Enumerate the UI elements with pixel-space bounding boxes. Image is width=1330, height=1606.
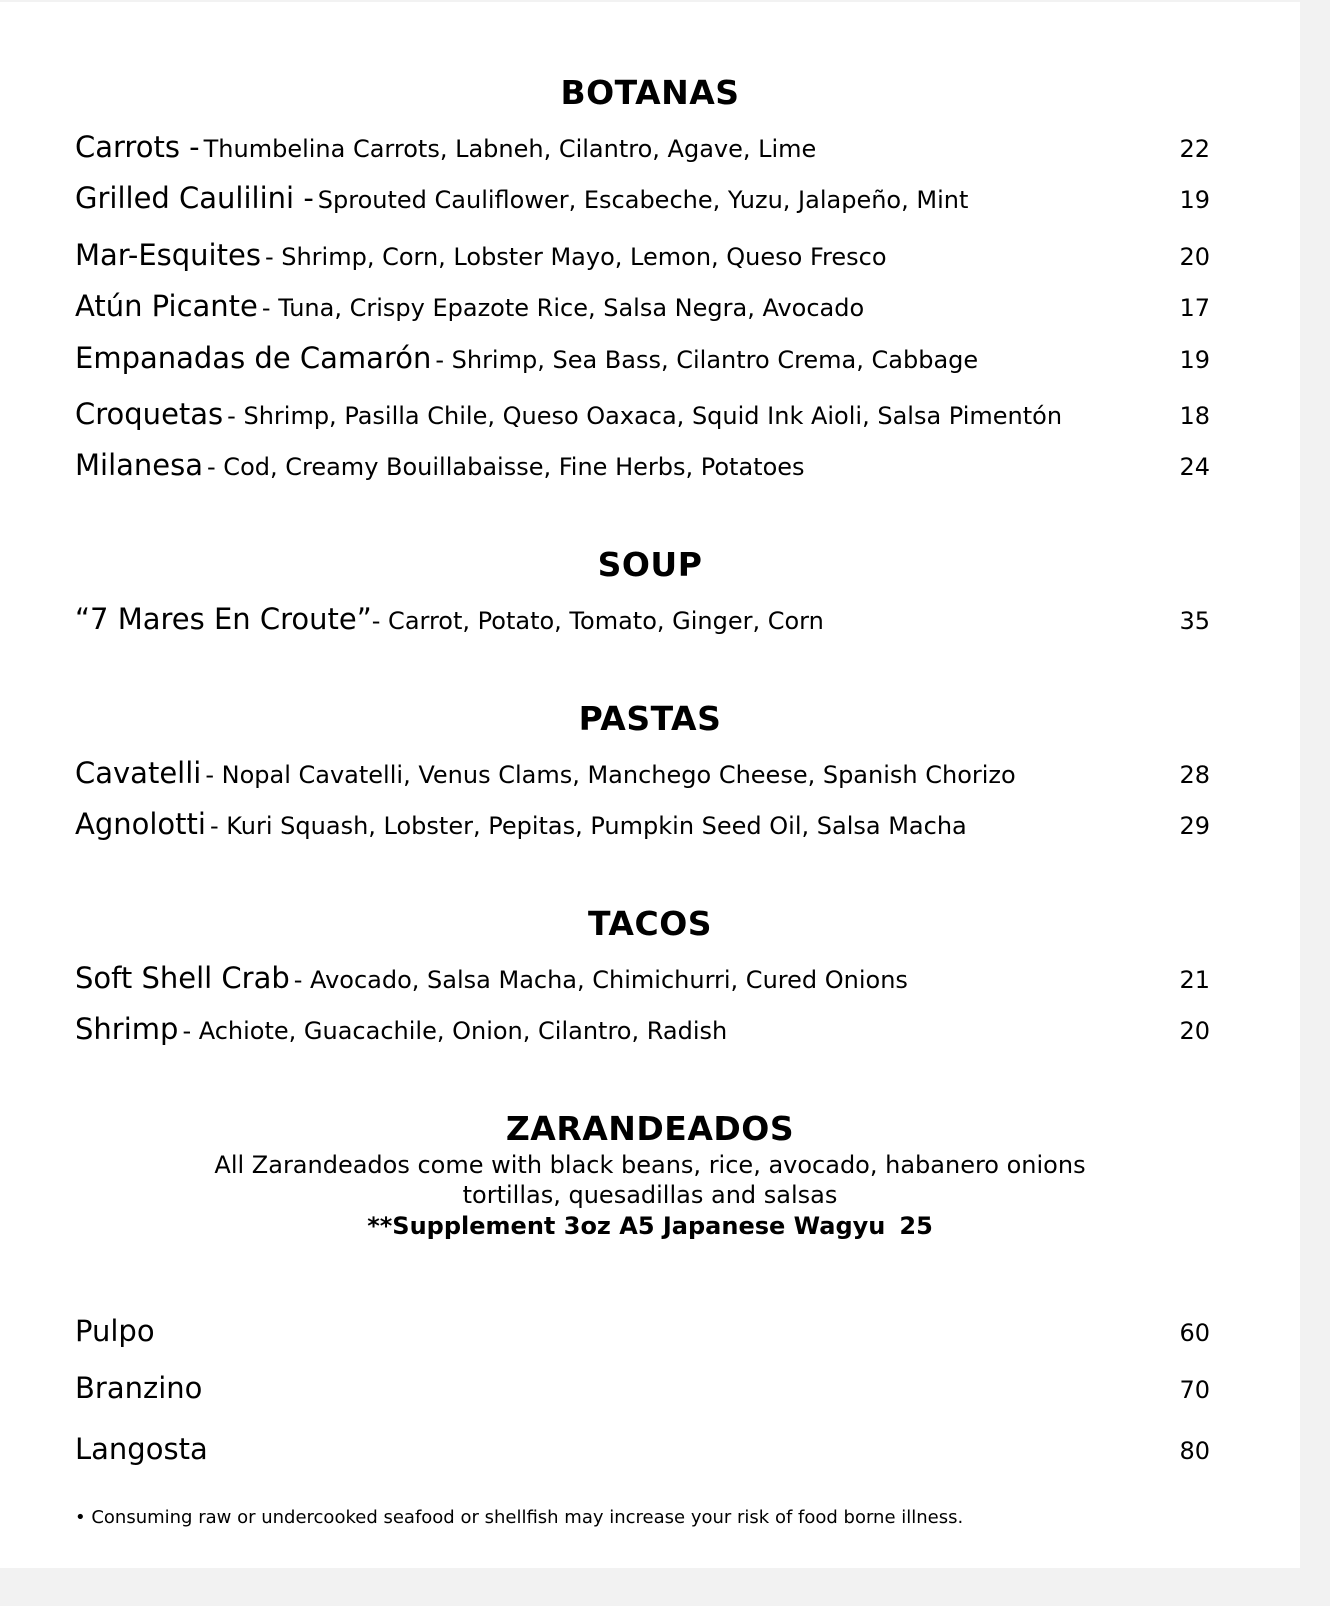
- menu-item: [75, 961, 1210, 1001]
- item-name: Branzino: [75, 1371, 203, 1405]
- item-description: - Tuna, Crispy Epazote Rice, Salsa Negra, Avocado: [261, 294, 865, 322]
- item-price: 24: [1179, 453, 1210, 481]
- item-description: - Kuri Squash, Lobster, Pepitas, Pumpkin Seed Oil, Salsa Macha: [209, 812, 967, 840]
- supplement-price: 25: [899, 1212, 933, 1240]
- menu-item: [75, 397, 1210, 437]
- menu-item: [75, 602, 1210, 642]
- item-name: Croquetas: [75, 397, 224, 431]
- item-description: - Shrimp, Corn, Lobster Mayo, Lemon, Queso Fresco: [264, 243, 887, 271]
- zarandeados-supplement: [0, 1212, 1300, 1240]
- menu-item: [75, 181, 1210, 221]
- section-title-tacos: TACOS: [587, 904, 713, 943]
- menu-item: [75, 289, 1210, 329]
- item-price: 22: [1179, 135, 1210, 163]
- zarandeados-intro-line-2: tortillas, quesadillas and salsas: [462, 1181, 838, 1209]
- item-price: 70: [1179, 1376, 1210, 1404]
- menu-item: [75, 448, 1210, 488]
- item-name: Langosta: [75, 1432, 208, 1466]
- menu-item: [75, 1012, 1210, 1052]
- section-title-soup: SOUP: [597, 545, 703, 584]
- item-price: 18: [1179, 402, 1210, 430]
- item-price: 20: [1179, 243, 1210, 271]
- item-name: Shrimp: [75, 1012, 179, 1046]
- item-description: - Cod, Creamy Bouillabaisse, Fine Herbs, Potatoes: [207, 453, 805, 481]
- item-name: Empanadas de Camarón: [75, 341, 432, 375]
- supplement-label: **Supplement 3oz A5 Japanese Wagyu: [367, 1212, 886, 1240]
- item-description: - Carrot, Potato, Tomato, Ginger, Corn: [371, 607, 824, 635]
- item-price: 17: [1179, 294, 1210, 322]
- item-name: Carrots -: [75, 130, 200, 164]
- menu-item: [75, 1432, 1210, 1472]
- item-name: Soft Shell Crab: [75, 961, 290, 995]
- item-name: Pulpo: [75, 1314, 155, 1348]
- menu-item: [75, 238, 1210, 278]
- item-price: 28: [1179, 761, 1210, 789]
- food-safety-footnote: • Consuming raw or undercooked seafood or shellfish may increase your risk of food borne illness.: [75, 1507, 964, 1528]
- zarandeados-intro-line-1: All Zarandeados come with black beans, rice, avocado, habanero onions: [214, 1151, 1086, 1179]
- menu-item: [75, 807, 1210, 847]
- section-title-pastas: PASTAS: [578, 699, 722, 738]
- item-name: “7 Mares En Croute”: [75, 602, 372, 636]
- item-price: 19: [1179, 346, 1210, 374]
- item-price: 20: [1179, 1017, 1210, 1045]
- menu-item: [75, 1314, 1210, 1354]
- item-name: Atún Picante: [75, 289, 258, 323]
- menu-item: [75, 1371, 1210, 1411]
- item-name: Cavatelli: [75, 756, 202, 790]
- item-price: 19: [1179, 186, 1210, 214]
- item-description: - Shrimp, Pasilla Chile, Queso Oaxaca, Squid Ink Aioli, Salsa Pimentón: [227, 402, 1063, 430]
- item-name: Grilled Caulilini -: [75, 181, 314, 215]
- menu-item: [75, 130, 1210, 170]
- menu-item: [75, 756, 1210, 796]
- item-description: - Shrimp, Sea Bass, Cilantro Crema, Cabbage: [435, 346, 979, 374]
- item-description: - Achiote, Guacachile, Onion, Cilantro, Radish: [182, 1017, 728, 1045]
- section-title-botanas: BOTANAS: [560, 73, 740, 112]
- item-description: Thumbelina Carrots, Labneh, Cilantro, Agave, Lime: [203, 135, 817, 163]
- item-name: Milanesa: [75, 448, 204, 482]
- item-name: Mar-Esquites: [75, 238, 261, 272]
- item-price: 60: [1179, 1319, 1210, 1347]
- section-title-zarandeados: ZARANDEADOS: [505, 1109, 795, 1148]
- item-price: 21: [1179, 966, 1210, 994]
- item-name: Agnolotti: [75, 807, 206, 841]
- item-description: Sprouted Cauliflower, Escabeche, Yuzu, Jalapeño, Mint: [317, 186, 969, 214]
- item-price: 29: [1179, 812, 1210, 840]
- item-price: 80: [1179, 1437, 1210, 1465]
- item-description: - Avocado, Salsa Macha, Chimichurri, Cured Onions: [293, 966, 908, 994]
- menu-item: [75, 341, 1210, 381]
- menu-page: [0, 2, 1300, 1568]
- item-price: 35: [1179, 607, 1210, 635]
- item-description: - Nopal Cavatelli, Venus Clams, Manchego Cheese, Spanish Chorizo: [205, 761, 1016, 789]
